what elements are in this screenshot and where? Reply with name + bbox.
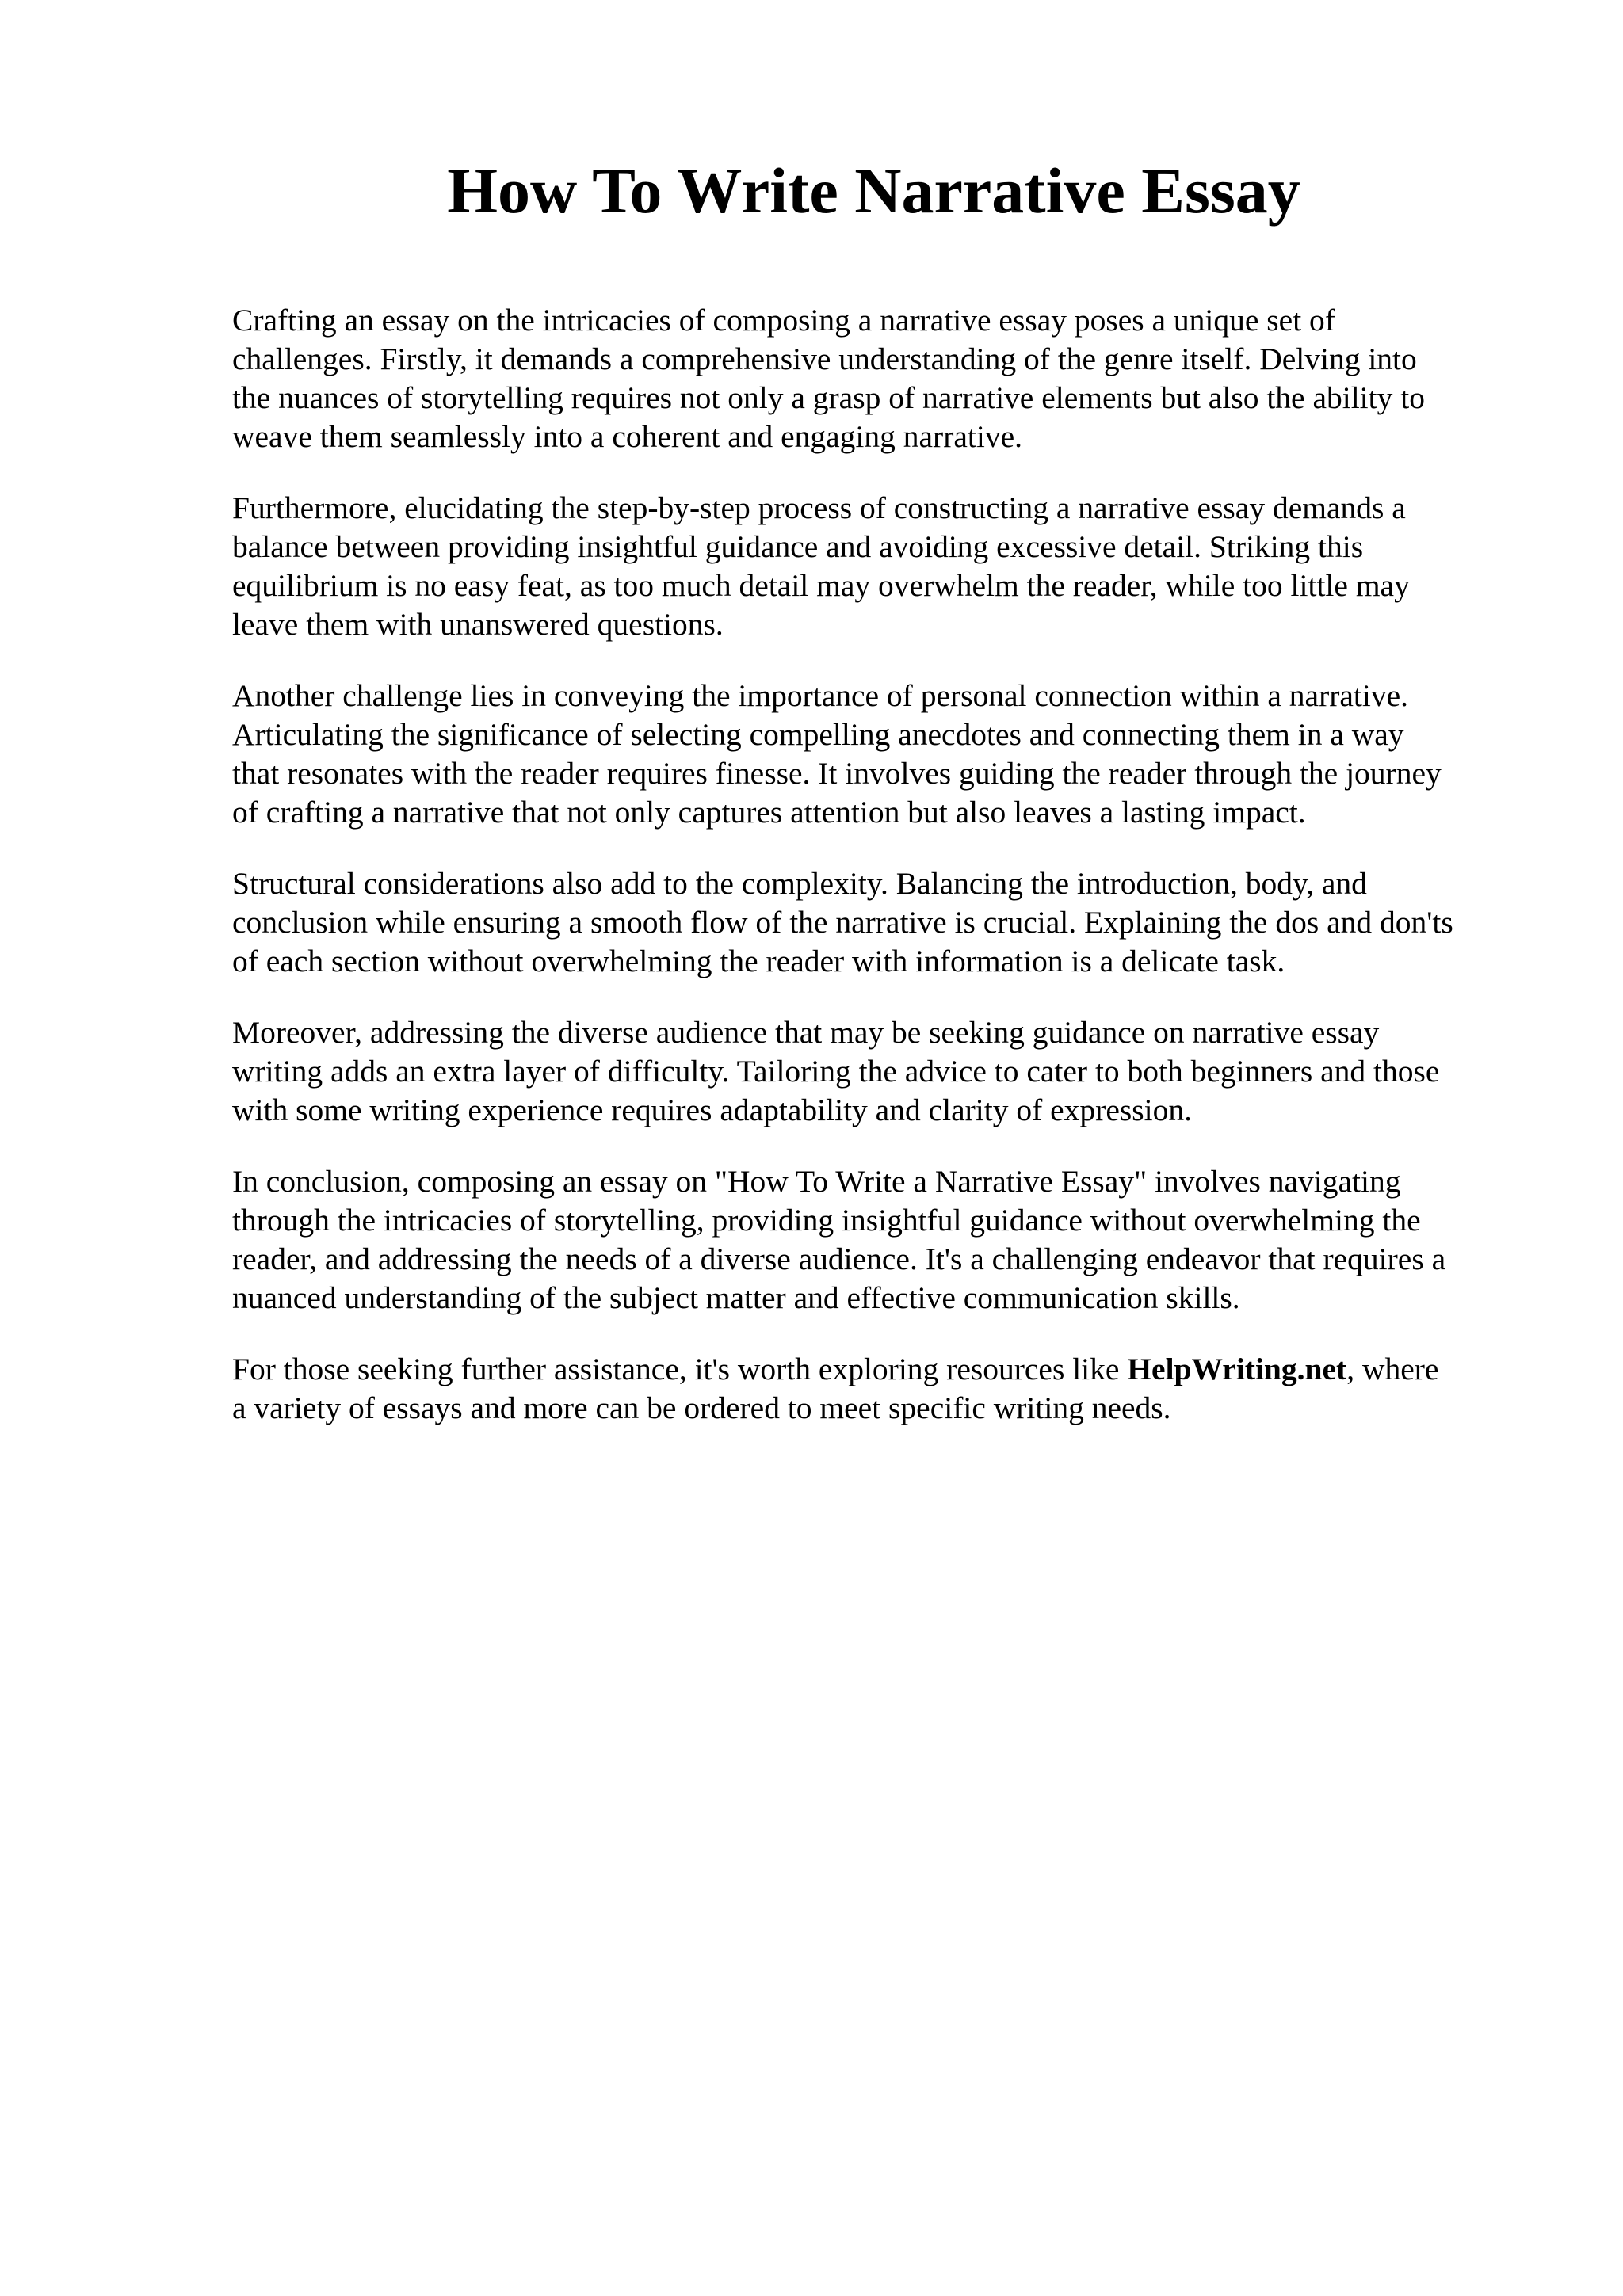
paragraph-closing [232, 1350, 1532, 1428]
paragraph-line: of crafting a narrative that not only captures attention but also leaves a lasting impact. [232, 795, 1306, 830]
paragraph-line: reader, and addressing the needs of a diverse audience. It's a challenging endeavor that requires a [232, 1241, 1446, 1276]
paragraph-line: Moreover, addressing the diverse audience that may be seeking guidance on narrative essay [232, 1015, 1380, 1050]
paragraph-line: challenges. Firstly, it demands a comprehensive understanding of the genre itself. Delving into [232, 341, 1417, 376]
paragraph-line: leave them with unanswered questions. [232, 607, 724, 642]
paragraph-line: a variety of essays and more can be ordered to meet specific writing needs. [232, 1390, 1171, 1425]
paragraph-line: through the intricacies of storytelling, providing insightful guidance without overwhelming the [232, 1203, 1421, 1238]
document-body [232, 301, 1532, 1460]
helpwriting-link[interactable]: HelpWriting.net [1127, 1352, 1347, 1386]
paragraph-structure [232, 864, 1532, 981]
paragraph-line: conclusion while ensuring a smooth flow of the narrative is crucial. Explaining the dos and don'ts [232, 905, 1453, 940]
closing-text-before-link: For those seeking further assistance, it's worth exploring resources like [232, 1352, 1128, 1386]
paragraph-line: equilibrium is no easy feat, as too much detail may overwhelm the reader, while too little may [232, 568, 1410, 603]
paragraph-line: writing adds an extra layer of difficulty. Tailoring the advice to cater to both beginners and those [232, 1054, 1440, 1089]
paragraph-process [232, 489, 1532, 644]
paragraph-line: Articulating the significance of selecting compelling anecdotes and connecting them in a way [232, 717, 1404, 752]
paragraph-personal-connection [232, 677, 1532, 832]
paragraph-line: Another challenge lies in conveying the importance of personal connection within a narrative. [232, 678, 1409, 713]
paragraph-line: that resonates with the reader requires finesse. It involves guiding the reader through the journey [232, 756, 1442, 791]
paragraph-line [232, 1350, 1532, 1389]
paragraph-line: balance between providing insightful guidance and avoiding excessive detail. Striking this [232, 529, 1364, 564]
paragraph-line: Crafting an essay on the intricacies of composing a narrative essay poses a unique set of [232, 303, 1335, 338]
paragraph-line: of each section without overwhelming the reader with information is a delicate task. [232, 944, 1285, 978]
paragraph-conclusion [232, 1162, 1532, 1318]
closing-text-after-link: , where [1346, 1352, 1439, 1386]
paragraph-line: Structural considerations also add to the complexity. Balancing the introduction, body, and [232, 866, 1367, 901]
paragraph-intro [232, 301, 1532, 456]
paragraph-line: with some writing experience requires adaptability and clarity of expression. [232, 1093, 1192, 1127]
paragraph-audience [232, 1013, 1532, 1130]
paragraph-line: the nuances of storytelling requires not only a grasp of narrative elements but also the ability to [232, 380, 1425, 415]
document-title: How To Write Narrative Essay [447, 154, 1300, 227]
paragraph-line: weave them seamlessly into a coherent and engaging narrative. [232, 419, 1022, 454]
paragraph-line: nuanced understanding of the subject matter and effective communication skills. [232, 1280, 1240, 1315]
paragraph-line: In conclusion, composing an essay on "How To Write a Narrative Essay" involves navigating [232, 1164, 1401, 1199]
paragraph-line: Furthermore, elucidating the step-by-step process of constructing a narrative essay demands a [232, 490, 1406, 525]
